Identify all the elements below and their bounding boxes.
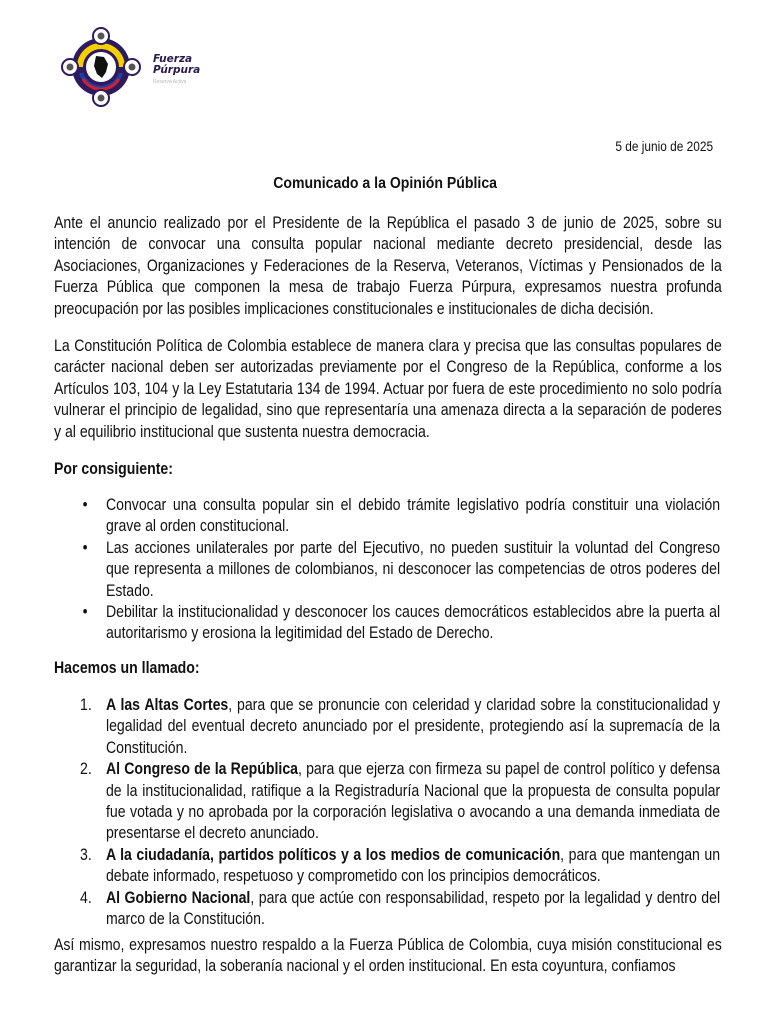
item-bold-lead: A las Altas Cortes (105, 696, 229, 714)
paragraph-intro: Ante el anuncio realizado por el Presidente de la República el pasado 3 de junio de 2025, sobre su intención de convocar una consulta popular nacional mediante decreto presidencial, desde las Asociaciones, Organizaciones y Federaciones de la Reserva, Veteranos, Víctimas y Pensionados de la Fuerza Pública que componen la mesa de trabajo Fuerza Púrpura, expresamos nuestra profunda preocupación por las posibles implicaciones constitucionales e institucionales de dicha decisión. (54, 214, 722, 318)
logo-line-3: Reserva Activa (153, 79, 187, 85)
numbered-item (80, 759, 720, 845)
item-bold-lead: Al Congreso de la República (105, 760, 298, 779)
item-number: 1. (80, 696, 92, 714)
bullet-text: Convocar una consulta popular sin el debido trámite legislativo podría constituir una violación grave al orden constitucional. (105, 496, 721, 536)
fuerza-purpura-logo (56, 26, 201, 106)
document-date: 5 de junio de 2025 (615, 139, 713, 154)
numbered-item (80, 888, 720, 931)
item-text: , para que actúe con responsabilidad, respeto por la legalidad y dentro del marco de la Constitución. (105, 888, 721, 929)
bullet-text: Debilitar la institucionalidad y desconocer los cauces democráticos establecidos abre la puerta al autoritarismo y erosiona la legitimidad del Estado de Derecho. (105, 603, 721, 643)
paragraph-constitution: La Constitución Política de Colombia establece de manera clara y precisa que las consultas populares de carácter nacional deben ser autorizadas previamente por el Congreso de la República, conforme a los Artículos 103, 104 y la Ley Estatutaria 134 de 1994. Actuar por fuera de este procedimiento no solo podría vulnerar el principio de legalidad, sino que representaría una amenaza directa a la separación de poderes y al equilibrio institucional que sustenta nuestra democracia. (54, 337, 722, 441)
bullet-icon: • (82, 538, 88, 557)
bullet-list (80, 495, 720, 645)
section-heading-consiguiente: Por consiguiente: (54, 460, 173, 478)
bullet-item (80, 538, 720, 602)
logo-line-2: Púrpura (153, 64, 201, 76)
item-number: 2. (80, 760, 92, 779)
item-number: 3. (80, 845, 92, 864)
numbered-item (80, 845, 720, 888)
bullet-text: Las acciones unilaterales por parte del Ejecutivo, no pueden sustituir la voluntad del Congreso que representa a millones de colombianos, ni desconocer las competencias de otros poderes del Estado. (105, 538, 721, 600)
bullet-item (80, 602, 720, 645)
bullet-item (80, 495, 720, 538)
bullet-icon: • (82, 603, 88, 622)
document-title (0, 175, 770, 193)
item-bold-lead: Al Gobierno Nacional (105, 888, 251, 907)
item-number: 4. (80, 888, 92, 907)
numbered-list (80, 695, 720, 930)
item-text: , para que se pronuncie con celeridad y claridad sobre la constitucionalidad y legalidad del eventual decreto anunciado por el presidente, protegiendo así la supremacía de la Constitución. (105, 696, 721, 757)
logo-line-1: Fuerza (153, 53, 193, 65)
item-text: , para que ejerza con firmeza su papel de control político y defensa de la institucionalidad, ratifique a la Registraduría Nacional que la propuesta de consulta popular fue votada y no aprobada por la corporación legislativa o avocando a una demanda inmediata de presentarse el decreto anunciado. (105, 760, 721, 843)
title-text: Comunicado a la Opinión Pública (273, 175, 497, 192)
emblem-icon (56, 26, 146, 108)
item-text: , para que mantengan un debate informado, respetuoso y comprometido con los principios democráticos. (105, 845, 721, 886)
section-heading-llamado: Hacemos un llamado: (54, 659, 200, 677)
paragraph-support: Así mismo, expresamos nuestro respaldo a la Fuerza Pública de Colombia, cuya misión constitucional es garantizar la seguridad, la soberanía nacional y el orden institucional. En esta coyuntura, confiamos (54, 936, 722, 976)
logo-text (153, 54, 200, 88)
item-bold-lead: A la ciudadanía, partidos políticos y a los medios de comunicación (105, 845, 561, 864)
numbered-item (80, 695, 720, 759)
bullet-icon: • (82, 496, 88, 514)
